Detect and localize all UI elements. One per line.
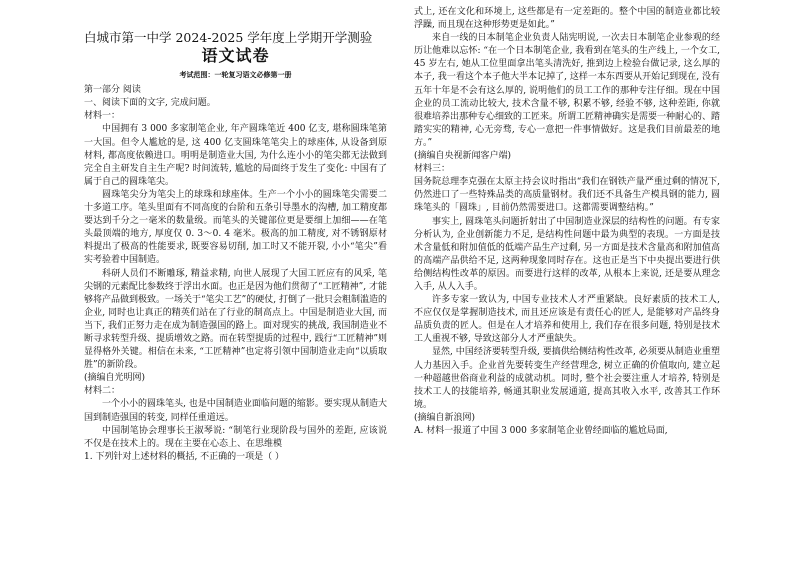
material-2-paragraph: 中国制笔协会理事长王淑琴说: “制笔行业现阶段与国外的差距, 应该说不仅是在技术上的。现在主要在心态上、在思维模 [84, 425, 387, 449]
material-2-source: (摘编自央视新闻客户端) [414, 151, 512, 162]
question-1: 1. 下列针对上述材料的概括, 不正确的一项是（ ） [84, 451, 285, 462]
material-3-paragraph: 显然, 中国经济要转型升级, 要搞供给侧结构性改革, 必须要从制造业重塑人力基因入手。企业首先要转变生产经营理念, 树立正确的价值取向, 建立起一种超越世俗商业利益的成就动机。同时, 整个社会要注重人才培养, 特别是技术工人的技能培养, 畅通其职业发展通道, 提高其收入水平, 改善其工作环境。 [414, 347, 720, 410]
material-2-label: 材料二： [84, 386, 121, 397]
material-3-source: (摘编自新浪网) [414, 412, 476, 423]
exam-subtitle: 语文试卷 [201, 46, 270, 65]
material-1-label: 材料一： [84, 111, 121, 122]
material-3-label: 材料三： [414, 164, 451, 175]
material-1-paragraph: 科研人员们不断雕琢, 精益求精, 向世人展现了大国工匠应有的风采, 笔尖钢的元素配比参数终于浮出水面。也正是因为他们贯彻了“工匠精神”, 才能够将产品做到极致。一场关于“笔尖工艺”的硬仗, 打倒了一批只会粗制滥造的企业, 同时也让真正的精英们站在了行业的制高点上。中国是制造业大国, 而当下, 我们正努力走在成为制造强国的路上。面对现实的挑战, 我国制造业不断寻求转型升级、提质增效之路。而在转型提质的过程中, 践行“工匠精神”则显得格外关键。相信在未来, “工匠精神”也定将引领中国制造业走向“以质取胜”的新阶段。 [84, 268, 387, 371]
left-column [84, 30, 387, 464]
material-1-source: (摘编自光明网) [84, 373, 146, 384]
material-2-continued: 式上, 还在文化和环境上, 这些都是有一定差距的。整个中国的制造业都比较浮躁, 而且现在这种形势更是如此。” [414, 7, 720, 31]
material-2-paragraph: 一个小小的圆珠笔头, 也是中国制造业面临问题的缩影。要实现从制造大国到制造强国的转变, 同样任重道远。 [84, 399, 387, 423]
material-1-paragraph: 中国拥有 3 000 多家制笔企业, 年产圆珠笔近 400 亿支, 堪称圆珠笔第一大国。但令人尴尬的是, 这 400 亿支圆珠笔笔尖上的球座体, 从设备到原材料, 都高度依赖进口。明明是制造业大国, 为什么连小小的笔尖都无法做到完全自主研发自主生产呢? 时间流转, 尴尬的局面终于发生了变化: 中国有了属于自己的圆珠笔尖。 [84, 124, 387, 187]
exam-scope: 考试范围：一轮复习语文必修第一册 [179, 71, 292, 80]
option-a: A. 材料一报道了中国 3 000 多家制笔企业曾经面临的尴尬局面, [414, 426, 668, 436]
material-2-paragraph: 来自一线的日本制笔企业负责人陆宪明说, 一次去日本制笔企业参观的经历让他难以忘怀: “在一个日本制笔企业, 我看到在笔头的生产线上, 一个女工, 45 岁左右, 她从工位里面拿出笔头清洗好, 推到边上检验台做记录, 这么厚的本子, 我一看这个本子他大半本记掉了, 这样一本东西要从开始记到现在, 没有五年十年是不会有这么厚的, 说明他们的员工工作的那种专注仔细。现在中国企业的员工流动比较大, 技术含量不够, 积累不够, 经验不够, 这种差距, 你就很难培养出那种专心细致的工匠来。所谓工匠精神确实是需要一种耐心的、踏踏实实的精神, 心无旁骛, 专心一意把一件事情做好。这是我们目前最差的地方。” [414, 33, 721, 148]
material-3-paragraph: 许多专家一致认为, 中国专业技术人才严重紧缺。良好素质的技术工人, 不应仅仅是掌握制造技术, 而且还应该是有责任心的匠人, 是能够对产品终身品质负责的匠人。但是在人才培养和使用上, 我们存在很多问题, 特别是技术工人重视不够, 导致这部分人才严重缺失。 [414, 295, 720, 345]
right-column [414, 6, 720, 438]
part-heading: 第一部分 阅读 [84, 85, 141, 96]
section-heading: 一、阅读下面的文字, 完成问题。 [84, 98, 216, 109]
material-3-paragraph: 国务院总理李克强在太原主持会议时指出“我们在钢铁产量严重过剩的情况下, 仍然进口了一些特殊品类的高质量钢材。我们还不具备生产模具钢的能力, 圆珠笔头的「圆珠」, 目前仍然需要进口。这都需要调整结构。” [414, 177, 720, 214]
exam-title: 白城市第一中学 2024-2025 学年度上学期开学测验 [84, 30, 373, 45]
material-1-paragraph: 圆珠笔尖分为笔尖上的球珠和球座体。生产一个小小的圆珠笔尖需要二十多道工序。笔头里面有不同高度的台阶和五条引导墨水的沟槽, 加工精度都要达到千分之一毫米的数量级。而笔头的关键部位更是要细上加细——在笔头最顶端的地方, 厚度仅 0. 3～0. 4 毫米。极高的加工精度, 对不锈钢原材料提出了极高的性能要求, 既要容易切削, 加工时又不能开裂, 小小“笔尖”看实考验着中国制造。 [84, 189, 387, 266]
material-3-paragraph: 事实上, 圆珠笔头问题折射出了中国制造业深层的结构性的问题。有专家分析认为, 企业创新能力不足, 是结构性问题中最为典型的表现。一方面是技术含量低和附加值低的低端产品生产过剩, 另一方面是技术含量高和附加值高的高端产品供给不足, 这两种现象同时存在。这也正是当下中央提出要进行供给侧结构性改革的原因。而要进行这样的改革, 从根本上来说, 还是要从理念入手, 从人入手。 [414, 216, 720, 292]
